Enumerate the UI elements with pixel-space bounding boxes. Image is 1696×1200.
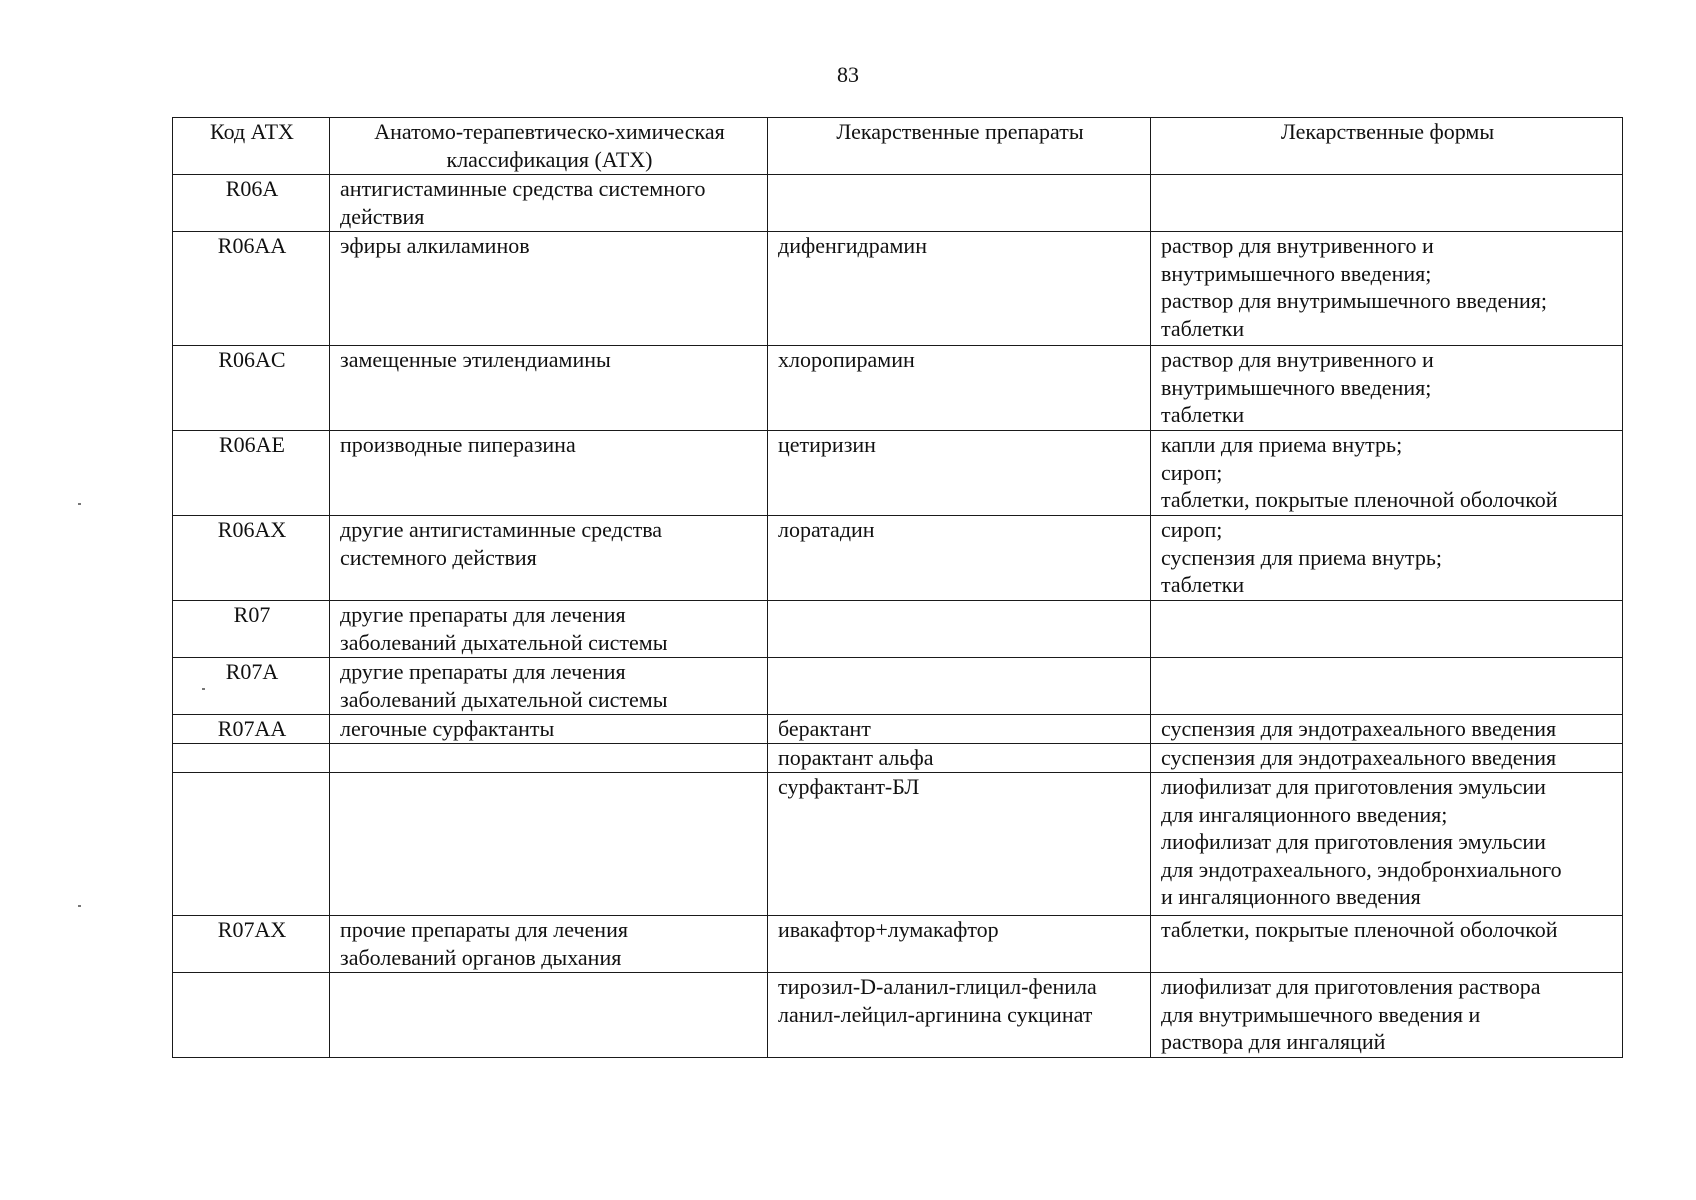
form-line: раствор для внутривенного и	[1161, 233, 1434, 258]
form-line: суспензия для эндотрахеального введения	[1161, 716, 1557, 741]
forms-cell	[1151, 346, 1623, 431]
drug-cell	[768, 431, 1151, 516]
classification-line: другие препараты для лечения	[340, 659, 626, 684]
table-row	[173, 658, 1623, 715]
atx-code-cell	[173, 916, 330, 973]
forms-cell	[1151, 715, 1623, 744]
atx-code-cell	[173, 601, 330, 658]
drug-cell	[768, 715, 1151, 744]
header-code: Код АТХ	[173, 118, 330, 175]
drug-line: дифенгидрамин	[778, 233, 927, 258]
form-line: лиофилизат для приготовления эмульсии	[1161, 774, 1546, 799]
atx-code: R07AA	[217, 716, 287, 741]
atx-code-cell	[173, 516, 330, 601]
atx-code: R07A	[225, 659, 279, 684]
drug-cell	[768, 516, 1151, 601]
table-row	[173, 516, 1623, 601]
forms-cell	[1151, 516, 1623, 601]
atx-code: R07	[233, 602, 271, 627]
classification-cell	[330, 346, 768, 431]
drug-line: цетиризин	[778, 432, 876, 457]
form-line: сироп;	[1161, 459, 1223, 485]
classification-cell	[330, 973, 768, 1058]
page-number: 83	[837, 62, 859, 87]
atx-code-cell	[173, 431, 330, 516]
form-line: таблетки	[1161, 402, 1245, 427]
classification-line: легочные сурфактанты	[340, 716, 555, 741]
classification-line: системного действия	[340, 544, 537, 570]
classification-cell	[330, 773, 768, 916]
atx-code: R06AC	[218, 347, 286, 372]
classification-line: прочие препараты для лечения	[340, 917, 628, 942]
drug-line: берактант	[778, 716, 871, 741]
form-line: раствор для внутримышечного введения;	[1161, 288, 1548, 313]
atx-code: R06AA	[217, 233, 287, 258]
classification-cell	[330, 744, 768, 773]
forms-cell	[1151, 744, 1623, 773]
form-line: капли для приема внутрь;	[1161, 432, 1403, 457]
form-line: внутримышечного введения;	[1161, 374, 1432, 400]
forms-cell	[1151, 175, 1623, 232]
atx-code: R06A	[225, 176, 279, 201]
form-line: таблетки, покрытые пленочной оболочкой	[1161, 487, 1558, 512]
margin-mark	[78, 503, 81, 505]
form-line: внутримышечного введения;	[1161, 260, 1432, 286]
table-row	[173, 346, 1623, 431]
classification-line: другие антигистаминные средства	[340, 517, 663, 542]
form-line: суспензия для приема внутрь;	[1161, 544, 1442, 570]
table-row	[173, 744, 1623, 773]
header-drugs: Лекарственные препараты	[768, 118, 1151, 175]
atx-code-cell	[173, 175, 330, 232]
form-line: таблетки, покрытые пленочной оболочкой	[1161, 917, 1558, 942]
form-line: раствора для ингаляций	[1161, 1029, 1386, 1054]
atx-code: R06AX	[217, 517, 287, 542]
form-line: таблетки	[1161, 572, 1245, 597]
form-line: суспензия для эндотрахеального введения	[1161, 745, 1557, 770]
forms-cell	[1151, 973, 1623, 1058]
classification-line: эфиры алкиламинов	[340, 233, 530, 258]
margin-mark	[202, 688, 205, 690]
atx-code-cell	[173, 773, 330, 916]
drug-cell	[768, 973, 1151, 1058]
classification-cell	[330, 916, 768, 973]
table-row	[173, 916, 1623, 973]
drug-line: лоратадин	[778, 517, 875, 542]
drug-line: ивакафтор+лумакафтор	[778, 917, 999, 942]
classification-line: другие препараты для лечения	[340, 602, 626, 627]
drug-cell	[768, 346, 1151, 431]
drug-cell	[768, 916, 1151, 973]
drug-line: хлоропирамин	[778, 347, 915, 372]
drug-cell	[768, 744, 1151, 773]
forms-cell	[1151, 773, 1623, 916]
atx-code-cell	[173, 744, 330, 773]
forms-cell	[1151, 232, 1623, 346]
atx-code: R07AX	[217, 917, 287, 942]
header-forms: Лекарственные формы	[1151, 118, 1623, 175]
classification-cell	[330, 232, 768, 346]
atx-classification-table	[172, 117, 1623, 1058]
classification-line: антигистаминные средства системного	[340, 176, 706, 201]
classification-cell	[330, 601, 768, 658]
classification-cell	[330, 715, 768, 744]
drug-line: ланил-лейцил-аргинина сукцинат	[778, 1001, 1093, 1027]
form-line: таблетки	[1161, 315, 1245, 341]
drug-cell	[768, 175, 1151, 232]
drug-cell	[768, 773, 1151, 916]
drug-line: сурфактант-БЛ	[778, 774, 920, 799]
table-row	[173, 431, 1623, 516]
form-line: раствор для внутривенного и	[1161, 347, 1434, 372]
drug-line: тирозил-D-аланил-глицил-фенила	[778, 974, 1097, 999]
header-classification: Анатомо-терапевтическо-химическая классификация (АТХ)	[330, 118, 768, 175]
classification-line: заболеваний дыхательной системы	[340, 686, 668, 712]
classification-cell	[330, 516, 768, 601]
drug-cell	[768, 658, 1151, 715]
margin-mark	[78, 905, 81, 907]
atx-code-cell	[173, 346, 330, 431]
classification-line: заболеваний органов дыхания	[340, 944, 622, 970]
table-row	[173, 715, 1623, 744]
forms-cell	[1151, 658, 1623, 715]
drug-cell	[768, 601, 1151, 658]
classification-cell	[330, 175, 768, 232]
classification-line: производные пиперазина	[340, 432, 576, 457]
forms-cell	[1151, 916, 1623, 973]
form-line: сироп;	[1161, 517, 1223, 542]
table-row	[173, 232, 1623, 346]
atx-code-cell	[173, 658, 330, 715]
form-line: лиофилизат для приготовления эмульсии	[1161, 829, 1546, 854]
forms-cell	[1151, 431, 1623, 516]
atx-code: R06AE	[219, 432, 285, 457]
atx-code-cell	[173, 232, 330, 346]
table-row	[173, 973, 1623, 1058]
form-line: лиофилизат для приготовления раствора	[1161, 974, 1541, 999]
form-line: для внутримышечного введения и	[1161, 1001, 1481, 1027]
classification-line: замещенные этилендиамины	[340, 347, 611, 372]
classification-cell	[330, 431, 768, 516]
form-line: и ингаляционного введения	[1161, 884, 1421, 909]
form-line: для эндотрахеального, эндобронхиального	[1161, 856, 1562, 882]
classification-cell	[330, 658, 768, 715]
table-row	[173, 773, 1623, 916]
table-header-row	[173, 118, 1623, 175]
table-row	[173, 175, 1623, 232]
drug-cell	[768, 232, 1151, 346]
form-line: для ингаляционного введения;	[1161, 801, 1448, 827]
table-row	[173, 601, 1623, 658]
classification-line: заболеваний дыхательной системы	[340, 629, 668, 655]
atx-code-cell	[173, 715, 330, 744]
classification-line: действия	[340, 203, 425, 229]
drug-line: порактант альфа	[778, 745, 934, 770]
forms-cell	[1151, 601, 1623, 658]
atx-code-cell	[173, 973, 330, 1058]
